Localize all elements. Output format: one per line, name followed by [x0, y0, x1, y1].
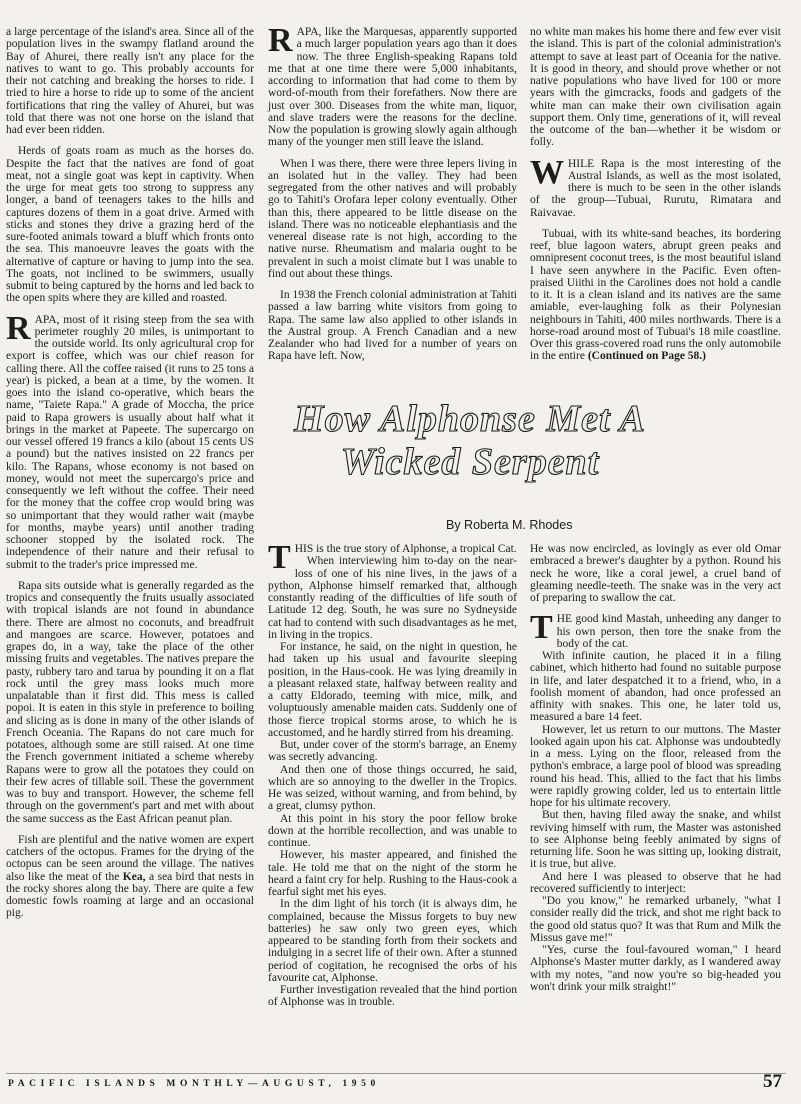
paragraph: However, let us return to our muttons. The Master looked again upon his cat. Alphonse was undoubtedly in a mess. Lying on the floor, released from the python's embrace, a large pool of blood was spreading round his head. This, allied to the fact that his limbs were rapidly growing colder, led us to entertain little hope for his ultimate recovery. — [530, 723, 781, 809]
byline: By Roberta M. Rhodes — [446, 518, 573, 532]
drop-cap: T — [268, 539, 291, 576]
paragraph: In the dim light of his torch (it is always dim, he complained, because the Missus forgets to buy new batteries) he saw only two green eyes, which appeared to be standing forth from their sockets and indulging in a secret life of their own. After a stunned period of cogitation, he recognised the orbs of his favourite cat, Alphonse. — [268, 898, 517, 984]
article1-column-2 — [268, 22, 517, 363]
article-title: How Alphonse Met A Wicked Serpent — [294, 398, 646, 483]
bold-term: Kea, — [122, 870, 146, 883]
paragraph: When interviewing him to-day on the near-loss of one of his nine lives, in the jaws of a python, Alphonse himself remarked that, although constantly reading of the difficulties of life south of Latitude 12 deg. South, he was sure no Sydneyside cat had to contend with such disadvantages as he met, in living in the tropics. — [268, 555, 517, 641]
drop-cap: T — [530, 609, 553, 647]
paragraph: Herds of goats roam as much as the horses do. Despite the fact that the natives are fond of goat meat, not a single goat was kept in captivity. When the urge for meat gets too strong to suppress any longer, a band of teenagers takes to the hills and captures dozens of them in a goat drive. Armed with sticks and stones they drive a grazing herd of the sure-footed animals toward a bluff which fronts onto the sea. This manoeuvre leaves the goats with the alternative of capture or having to jump into the sea. The goats, not inclined to be swimmers, usually submit to being captured by the horns and led back to the open spits where they are killed and roasted. — [6, 145, 254, 305]
article1-column-1 — [6, 26, 254, 920]
paragraph: WHILE Rapa is the most interesting of the Austral Islands, as well as the most isolated, there is much to be seen in the other islands of the group—Tubuai, Rurutu, Rimatara and Raivavae. — [530, 153, 781, 219]
paragraph: "Yes, curse the foul-favoured woman," I heard Alphonse's Master mutter darkly, as I wandered away with my notes, "and now you're so big-headed you won't drink your milk straight!" — [530, 944, 781, 993]
paragraph: With infinite caution, he placed it in a filing cabinet, which hitherto had found no suitable purpose in life, and later despatched it to a friend, who, in a foolish moment of abandon, had once professed an affinity with snakes. This one, he later told us, measured a bare 14 feet. — [530, 650, 781, 724]
paragraph: THE good kind Mastah, unheeding any danger to his own person, then tore the snake from the body of the cat. — [530, 609, 781, 650]
paragraph: And then one of those things occurred, he said, which are so annoying to the dweller in the Tropics. He was seized, without warning, and from behind, by a great, clumsy python. — [268, 763, 517, 813]
paragraph: a large percentage of the island's area. Since all of the population lives in the swampy flatland around the Bay of Ahurei, there really isn't any place for the natives to want to go. This probably accounts for their not catching and breaking the horses to ride. I tried to hire a horse to ride up to some of the ancient fortifications that ring the valley of Ahurei, but was told that there was not one horse on the island that had ever been ridden. — [6, 26, 254, 136]
paragraph: Rapa sits outside what is generally regarded as the tropics and consequently the fruits usually associated with tropical islands are not found in abundance there. There are almost no coconuts, and breadfruit and mangoes are scarce. However, potatoes and grapes do, in a way, take the place of the other missing fruits and vegetables. The natives prepare the pasty, rubbery taro and tarua by pounding it on a flat rock until the grey mass looks much more unpalatable than it first did. This mess is called popoi. It is eaten in this style in preference to boiling and slicing as is done in many of the other islands of French Oceania. The Rapans do not care much for potatoes, although some are still raised. At one time the French government initiated a scheme whereby Rapans were to grow all the potatoes they could on their few acres of tillable soil. These the government was to buy and transport. However, the scheme fell through on the government's part and met with about the same success as the East African peanut plan. — [6, 579, 254, 825]
article2-column-1 — [268, 539, 517, 1009]
drop-cap: W — [530, 153, 564, 191]
article1-column-3 — [530, 26, 781, 363]
paragraph: However, his master appeared, and finished the tale. He told me that on the night of the storm he heard a faint cry for help. Rushing to the Haus-cook a fearful sight met his eyes. — [268, 849, 517, 898]
drop-cap: R — [6, 309, 31, 347]
paragraph: And here I was pleased to observe that he had recovered sufficiently to interject: — [530, 870, 781, 895]
paragraph: When I was there, there were three lepers living in an isolated hut in the valley. They had been segregated from the other natives and will probably go to Tahiti's Orofara leper colony eventually. Other than this, there appeared to be little disease on the island. There was no noticeable elephantiasis and the venereal disease rate is not high, according to the native nurse. Rheumatism and malaria ought to be prevalent in such a moist climate but I was unable to find out about these things. — [268, 157, 517, 280]
paragraph: But, under cover of the storm's barrage, an Enemy was secretly advancing. — [268, 739, 517, 764]
article2-column-2 — [530, 543, 781, 993]
drop-cap: R — [268, 22, 293, 59]
paragraph: At this point in his story the poor fellow broke down at the horrible recollection, and was unable to continue. — [268, 812, 517, 849]
paragraph: For instance, he said, on the night in question, he had taken up his usual and favourite sleeping position, in the Haus-cook. He was lying dreamily in a pleasant relaxed state, halfway between reality and a catty Eldorado, teeming with mice, milk, and voluptuously amenable maiden cats. Suddenly one of those fierce tropical storms arose, to which he is accustomed, and he hardly stirred from his dreaming. — [268, 641, 517, 739]
continued-note: (Continued on Page 58.) — [587, 350, 707, 363]
paragraph: Further investigation revealed that the hind portion of Alphonse was in trouble. — [268, 984, 517, 1009]
page-footer — [6, 1073, 786, 1096]
paragraph: no white man makes his home there and few ever visit the island. This is part of the colonial administration's attempt to save at least part of Oceania for the native. It is good in theory, and should prove whether or not native populations who have lived for 100 or more years with the gimcracks, foods and gadgets of the white man can make their own civilisation again support them. Only time, generations of it, will reveal the outcome of the ban—whether it be wisdom or folly. — [530, 26, 781, 149]
paragraph: In 1938 the French colonial administration at Tahiti passed a law barring white visitors from going to Rapa. The same law also applied to other islands in the Austral group. A French Canadian and a new Zealander who had lived for a number of years on Rapa have left. Now, — [268, 289, 517, 363]
paragraph: "Do you know," he remarked urbanely, "what I consider really did the trick, and shot me right back to the good old status quo? It was that Rum and Milk the Missus gave me!" — [530, 895, 781, 944]
paragraph: THIS is the true story of Alphonse, a tropical Cat. — [268, 539, 517, 576]
running-head: PACIFIC ISLANDS MONTHLY—AUGUST, 1950 — [8, 1079, 380, 1089]
paragraph: RAPA, most of it rising steep from the sea with perimeter roughly 20 miles, is unimportant to the outside world. Its only agricultural crop for export is coffee, which was our chief reason for calling there. All the coffee raised (it runs to 25 tons a year) is picked, a bean at a time, by the women. It goes into the island co-operative, which bears the name, "Taiete Rapa." A grade of Moccha, the price paid to Rapa growers is usually about half what it brings in the market at Papeete. The supercargo on our vessel offered 19 francs a kilo (about 15 cents US a pound) but the natives insisted on 22 francs per kilo. The Rapans, whose economy is not based on money, would not meet the supercargo's price and consequently we left without the coffee. Their need for the money that the coffee crop would bring was so unimportant that they would rather wait (maybe for months, maybe years) until another trading schooner stopped by the isolated rock. The independence of their nature and their refusal to submit to the trader's price impressed me. — [6, 309, 254, 571]
paragraph: He was now encircled, as lovingly as ever old Omar embraced a brewer's daughter by a python. Round his neck he wore, like a coral jewel, a cruel band of gleaming needle-teeth. The snake was in the very act of preparing to swallow the cat. — [530, 543, 781, 604]
paragraph: RAPA, like the Marquesas, apparently supported a much larger population years ago than it does now. The three English-speaking Rapans told me that at one time there were 5,000 inhabitants, according to information that had come to them by word-of-mouth from their forefathers. Now there are just over 300. Diseases from the white man, liquor, and slave traders were the reasons for the decline. Now the population is growing slowly again although many of the younger men still leave the island. — [268, 22, 517, 149]
page-number: 57 — [763, 1071, 782, 1092]
paragraph: Tubuai, with its white-sand beaches, its bordering reef, blue lagoon waters, abrupt green peaks and omnipresent coconut trees, is the most beautiful island I have seen anywhere in the Pacific. Even often-praised Uiithi in the Carolines does not hold a candle to it. It is a clean island and its natives are the same amiable, ever-laughing folk as their Polynesian neighbours in Tahiti, 400 miles northwards. There is a horse-road around most of Tubuai's 18 mile coastline. Over this grass-covered road runs the only automobile in the entire (Continued on Page 58.) — [530, 227, 781, 363]
paragraph: Fish are plentiful and the native women are expert catchers of the octopus. Frames for the drying of the octopus can be seen around the village. The natives also like the meat of the Kea, a sea bird that nests in the rocky shores along the bay. There are quite a few domestic fowls roaming at large and an occasional pig. — [6, 833, 254, 920]
paragraph: But then, having filed away the snake, and whilst reviving himself with rum, the Master was astonished to see Alphonse being feebly animated by signs of returning life. Soon he was sitting up, looking distrait, it is true, but alive. — [530, 809, 781, 871]
